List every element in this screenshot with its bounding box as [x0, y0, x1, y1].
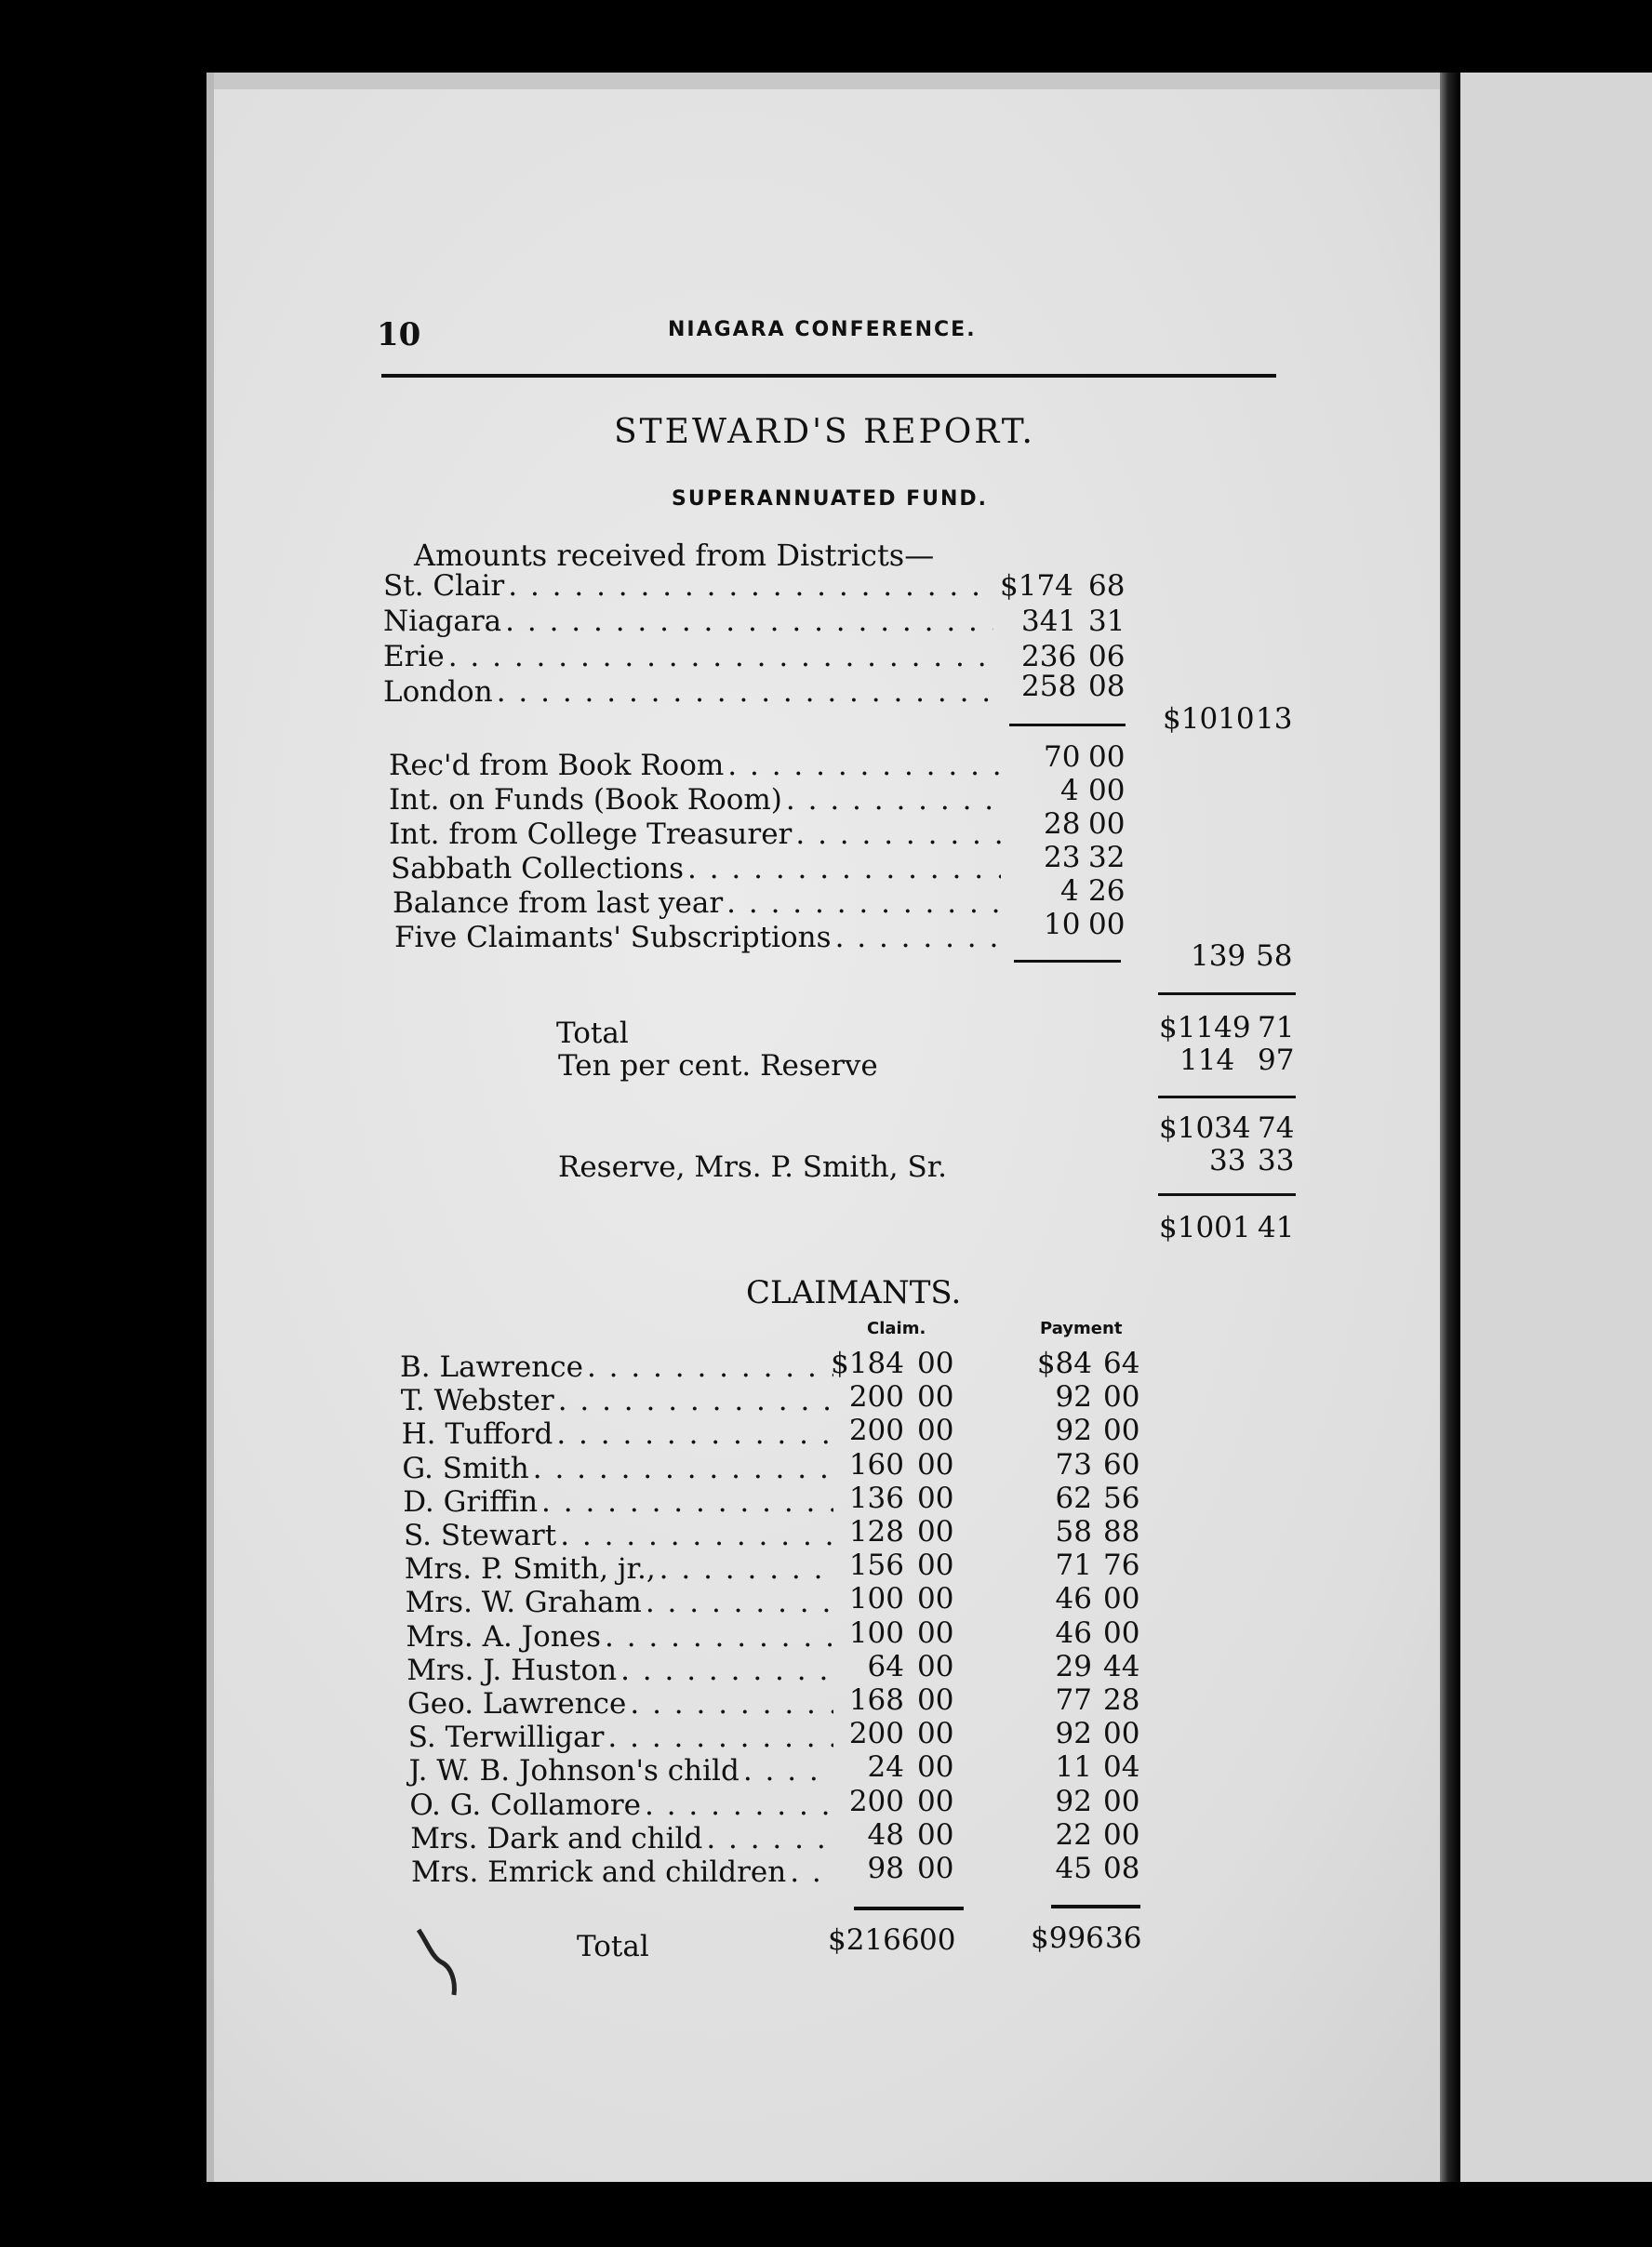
- leader-dots: [558, 1384, 833, 1417]
- payment-dollars: 46: [1055, 1616, 1092, 1650]
- claim-cents: 00: [917, 1448, 954, 1482]
- payment-cents: 08: [1103, 1852, 1140, 1885]
- payment-cents: 00: [1103, 1616, 1140, 1650]
- payment-dollars: 92: [1055, 1380, 1092, 1414]
- subtotal-rule: [1014, 960, 1121, 963]
- claim-dollars: 156: [848, 1549, 904, 1582]
- district-cents: 68: [1088, 569, 1126, 603]
- district-cents: 06: [1088, 640, 1126, 673]
- claimant-row: [410, 1822, 837, 1857]
- claimant-row: [400, 1350, 837, 1386]
- claim-cents: 00: [917, 1750, 954, 1784]
- adjacent-page-edge: [1460, 73, 1652, 2182]
- districts-heading: Amounts received from Districts—: [414, 538, 935, 573]
- total-claim-cents: 00: [919, 1923, 956, 1957]
- district-cents: 08: [1088, 670, 1126, 703]
- total-payment-cents: 36: [1105, 1921, 1142, 1955]
- payment-cents: 76: [1103, 1549, 1140, 1582]
- payment-total-rule: [1051, 1905, 1140, 1908]
- final-rule: [1158, 1193, 1296, 1196]
- claim-cents: 00: [917, 1515, 954, 1549]
- leader-dots: [497, 675, 993, 709]
- header-rule: [381, 374, 1276, 378]
- claim-dollars: 100: [848, 1616, 904, 1650]
- district-dollars: 341: [1021, 605, 1077, 638]
- payment-dollars: 29: [1055, 1650, 1092, 1683]
- report-title: STEWARD'S REPORT.: [614, 413, 1035, 451]
- leader-dots: [560, 1519, 833, 1552]
- receipt-cents: 26: [1088, 874, 1126, 908]
- payment-dollars: 22: [1055, 1818, 1092, 1852]
- claimant-row: [409, 1788, 837, 1824]
- book-page: [206, 73, 1486, 2182]
- leader-dots: [533, 1452, 833, 1485]
- claimant-row: [411, 1855, 837, 1891]
- payment-cents: 00: [1103, 1785, 1140, 1818]
- receipt-row: [389, 783, 1005, 818]
- smith-reserve-cents: 33: [1258, 1144, 1295, 1177]
- leader-dots: [795, 818, 1001, 851]
- claim-cents: 00: [917, 1683, 954, 1717]
- receipt-cents: 00: [1088, 740, 1126, 774]
- receipt-row: [389, 818, 1005, 853]
- smith-reserve-label: Reserve, Mrs. P. Smith, Sr.: [558, 1150, 947, 1184]
- leader-dots: [726, 886, 1001, 920]
- claim-dollars: 100: [848, 1582, 904, 1615]
- claim-dollars: 160: [848, 1448, 904, 1482]
- claimant-name: H. Tufford: [401, 1417, 553, 1451]
- receipt-label: Rec'd from Book Room: [389, 749, 725, 782]
- fund-subtitle: SUPERANNUATED FUND.: [672, 487, 989, 511]
- page-number: 10: [377, 316, 421, 353]
- claimant-row: [408, 1721, 837, 1756]
- receipt-dollars: 4: [1060, 774, 1079, 807]
- payment-cents: 00: [1103, 1717, 1140, 1750]
- receipt-label: Five Claimants' Subscriptions: [394, 921, 832, 954]
- receipts-subtotal-cents: 58: [1256, 939, 1293, 973]
- receipt-label: Sabbath Collections: [391, 852, 684, 885]
- leader-dots: [630, 1687, 833, 1721]
- receipt-dollars: 10: [1044, 908, 1081, 941]
- payment-cents: 56: [1103, 1482, 1140, 1515]
- receipt-dollars: 23: [1044, 841, 1081, 874]
- leader-dots: [727, 749, 1001, 782]
- claim-cents: 00: [917, 1347, 954, 1380]
- claim-dollars: 200: [848, 1414, 904, 1447]
- receipt-row: [393, 886, 1005, 922]
- leader-dots: [508, 569, 993, 603]
- district-label: St. Clair: [383, 569, 505, 603]
- district-label: Erie: [383, 640, 445, 673]
- claimant-name: S. Stewart: [404, 1519, 557, 1552]
- claimant-row: [404, 1519, 837, 1554]
- leader-dots: [743, 1754, 833, 1788]
- receipt-cents: 00: [1088, 908, 1126, 941]
- payment-dollars: 92: [1055, 1414, 1092, 1447]
- leader-dots: [605, 1620, 833, 1654]
- district-cents: 31: [1088, 605, 1126, 638]
- leader-dots: [556, 1417, 833, 1451]
- payment-dollars: 45: [1055, 1852, 1092, 1885]
- claimant-row: [406, 1654, 837, 1689]
- leader-dots: [687, 852, 1001, 885]
- claimant-row: [406, 1586, 837, 1621]
- claim-column-header: Claim.: [867, 1319, 926, 1338]
- claim-cents: 00: [917, 1852, 954, 1885]
- claim-cents: 00: [917, 1549, 954, 1582]
- payment-dollars: 62: [1055, 1482, 1092, 1515]
- claimant-row: [405, 1552, 837, 1588]
- receipt-label: Int. from College Treasurer: [389, 818, 793, 851]
- payment-column-header: Payment: [1040, 1319, 1123, 1338]
- payment-dollars: 92: [1055, 1717, 1092, 1750]
- claim-cents: 00: [917, 1380, 954, 1414]
- payment-cents: 00: [1103, 1380, 1140, 1414]
- district-row: [383, 675, 997, 711]
- receipt-cents: 00: [1088, 807, 1126, 841]
- claim-cents: 00: [917, 1616, 954, 1650]
- claim-dollars: 24: [867, 1750, 904, 1784]
- claimant-row: [407, 1687, 837, 1722]
- subtotal-rule: [1009, 724, 1126, 726]
- claim-cents: 00: [917, 1818, 954, 1852]
- claim-cents: 00: [917, 1785, 954, 1818]
- claim-dollars: 128: [848, 1515, 904, 1549]
- payment-dollars: 73: [1055, 1448, 1092, 1482]
- reserve-cents: 97: [1258, 1044, 1295, 1077]
- payment-cents: 64: [1103, 1347, 1140, 1380]
- leader-dots: [505, 605, 993, 638]
- payment-dollars: 77: [1055, 1683, 1092, 1717]
- claimant-row: [401, 1384, 837, 1419]
- leader-dots: [607, 1721, 833, 1754]
- payment-cents: 60: [1103, 1448, 1140, 1482]
- final-cents: 41: [1258, 1211, 1295, 1244]
- claimant-name: Mrs. A. Jones: [406, 1620, 601, 1654]
- payment-dollars: 71: [1055, 1549, 1092, 1582]
- payment-dollars: $84: [1036, 1347, 1092, 1380]
- final-dollars: $1001: [1159, 1211, 1251, 1244]
- total-rule: [1158, 992, 1296, 995]
- claim-cents: 00: [917, 1482, 954, 1515]
- claimant-name: O. G. Collamore: [409, 1788, 641, 1822]
- district-dollars: $174: [1000, 569, 1073, 603]
- leader-dots: [620, 1654, 833, 1687]
- payment-dollars: 46: [1055, 1582, 1092, 1615]
- claimant-name: Mrs. Emrick and children: [411, 1855, 787, 1889]
- claimants-heading: CLAIMANTS.: [746, 1274, 962, 1311]
- claimant-name: J. W. B. Johnson's child: [408, 1754, 739, 1788]
- receipt-row: [389, 749, 1005, 784]
- page-left-edge: [206, 73, 214, 2182]
- claimant-name: B. Lawrence: [400, 1350, 583, 1384]
- claimant-name: Geo. Lawrence: [407, 1687, 627, 1721]
- leader-dots: [706, 1822, 833, 1855]
- reserve-dollars: 114: [1179, 1044, 1235, 1077]
- payment-cents: 00: [1103, 1818, 1140, 1852]
- payment-cents: 44: [1103, 1650, 1140, 1683]
- claim-dollars: 200: [848, 1785, 904, 1818]
- claimant-name: G. Smith: [402, 1452, 529, 1485]
- payment-dollars: 92: [1055, 1785, 1092, 1818]
- total-label: Total: [556, 1017, 629, 1050]
- leader-dots: [541, 1485, 833, 1519]
- payment-cents: 00: [1103, 1414, 1140, 1447]
- payment-cents: 28: [1103, 1683, 1140, 1717]
- district-label: London: [383, 675, 493, 709]
- total-dollars: $1149: [1159, 1011, 1251, 1044]
- payment-dollars: 58: [1055, 1515, 1092, 1549]
- receipt-dollars: 28: [1044, 807, 1081, 841]
- leader-dots: [646, 1586, 833, 1619]
- claim-total-rule: [854, 1907, 964, 1910]
- receipt-cents: 00: [1088, 774, 1126, 807]
- claimant-name: S. Terwilligar: [407, 1721, 605, 1754]
- net-cents: 74: [1258, 1111, 1295, 1145]
- payment-cents: 04: [1103, 1750, 1140, 1784]
- leader-dots: [835, 921, 1001, 954]
- claimant-name: T. Webster: [400, 1384, 554, 1417]
- receipt-cents: 32: [1088, 841, 1126, 874]
- claim-cents: 00: [917, 1650, 954, 1683]
- claim-cents: 00: [917, 1582, 954, 1615]
- net-rule: [1158, 1096, 1296, 1098]
- district-dollars: 258: [1021, 670, 1077, 703]
- claimants-total-label: Total: [577, 1930, 649, 1963]
- receipt-dollars: 4: [1060, 874, 1079, 908]
- leader-dots: [790, 1855, 833, 1889]
- payment-cents: 88: [1103, 1515, 1140, 1549]
- net-dollars: $1034: [1159, 1111, 1251, 1145]
- claimant-name: D. Griffin: [403, 1485, 539, 1519]
- district-label: Niagara: [383, 605, 502, 638]
- claimant-row: [402, 1417, 837, 1453]
- ink-mark-icon: [409, 1925, 465, 2000]
- receipt-dollars: 70: [1044, 740, 1081, 774]
- receipt-row: [394, 921, 1005, 956]
- receipt-label: Balance from last year: [393, 886, 724, 920]
- claimant-row: [409, 1754, 837, 1789]
- claimant-name: Mrs. W. Graham: [405, 1586, 642, 1619]
- total-payment-dollars: $996: [1031, 1921, 1104, 1955]
- total-cents: 71: [1258, 1011, 1295, 1044]
- reserve-label: Ten per cent. Reserve: [558, 1049, 878, 1083]
- receipt-row: [391, 852, 1005, 887]
- claimant-name: Mrs. P. Smith, jr.,: [404, 1552, 656, 1586]
- payment-cents: 00: [1103, 1582, 1140, 1615]
- district-row: [383, 569, 997, 605]
- leader-dots: [786, 783, 1001, 817]
- claim-cents: 00: [917, 1414, 954, 1447]
- leader-dots: [587, 1350, 833, 1384]
- claim-dollars: 136: [848, 1482, 904, 1515]
- claimant-row: [402, 1452, 837, 1487]
- district-row: [383, 640, 997, 675]
- claim-dollars: 200: [848, 1717, 904, 1750]
- leader-dots: [448, 640, 993, 673]
- book-spine-shadow: [1440, 73, 1460, 2182]
- claimant-row: [406, 1620, 837, 1655]
- district-dollars: 236: [1021, 640, 1077, 673]
- leader-dots: [659, 1552, 833, 1586]
- claim-dollars: 64: [867, 1650, 904, 1683]
- leader-dots: [645, 1788, 833, 1822]
- running-title: NIAGARA CONFERENCE.: [668, 318, 977, 341]
- claim-dollars: $184: [831, 1347, 904, 1380]
- claim-dollars: 200: [848, 1380, 904, 1414]
- receipts-subtotal-dollars: 139: [1191, 939, 1246, 973]
- page-top-shadow: [206, 73, 1486, 89]
- total-claim-dollars: $2166: [828, 1923, 920, 1957]
- smith-reserve-dollars: 33: [1209, 1144, 1246, 1177]
- claim-dollars: 98: [867, 1852, 904, 1885]
- claimant-name: Mrs. J. Huston: [406, 1654, 618, 1687]
- district-row: [383, 605, 997, 640]
- claim-dollars: 168: [848, 1683, 904, 1717]
- districts-subtotal-dollars: $1010: [1163, 702, 1255, 736]
- districts-subtotal-cents: 13: [1256, 702, 1293, 736]
- claimant-row: [403, 1485, 837, 1521]
- payment-dollars: 11: [1055, 1750, 1092, 1784]
- claimant-name: Mrs. Dark and child: [410, 1822, 703, 1855]
- receipt-label: Int. on Funds (Book Room): [389, 783, 782, 817]
- claim-dollars: 48: [867, 1818, 904, 1852]
- claim-cents: 00: [917, 1717, 954, 1750]
